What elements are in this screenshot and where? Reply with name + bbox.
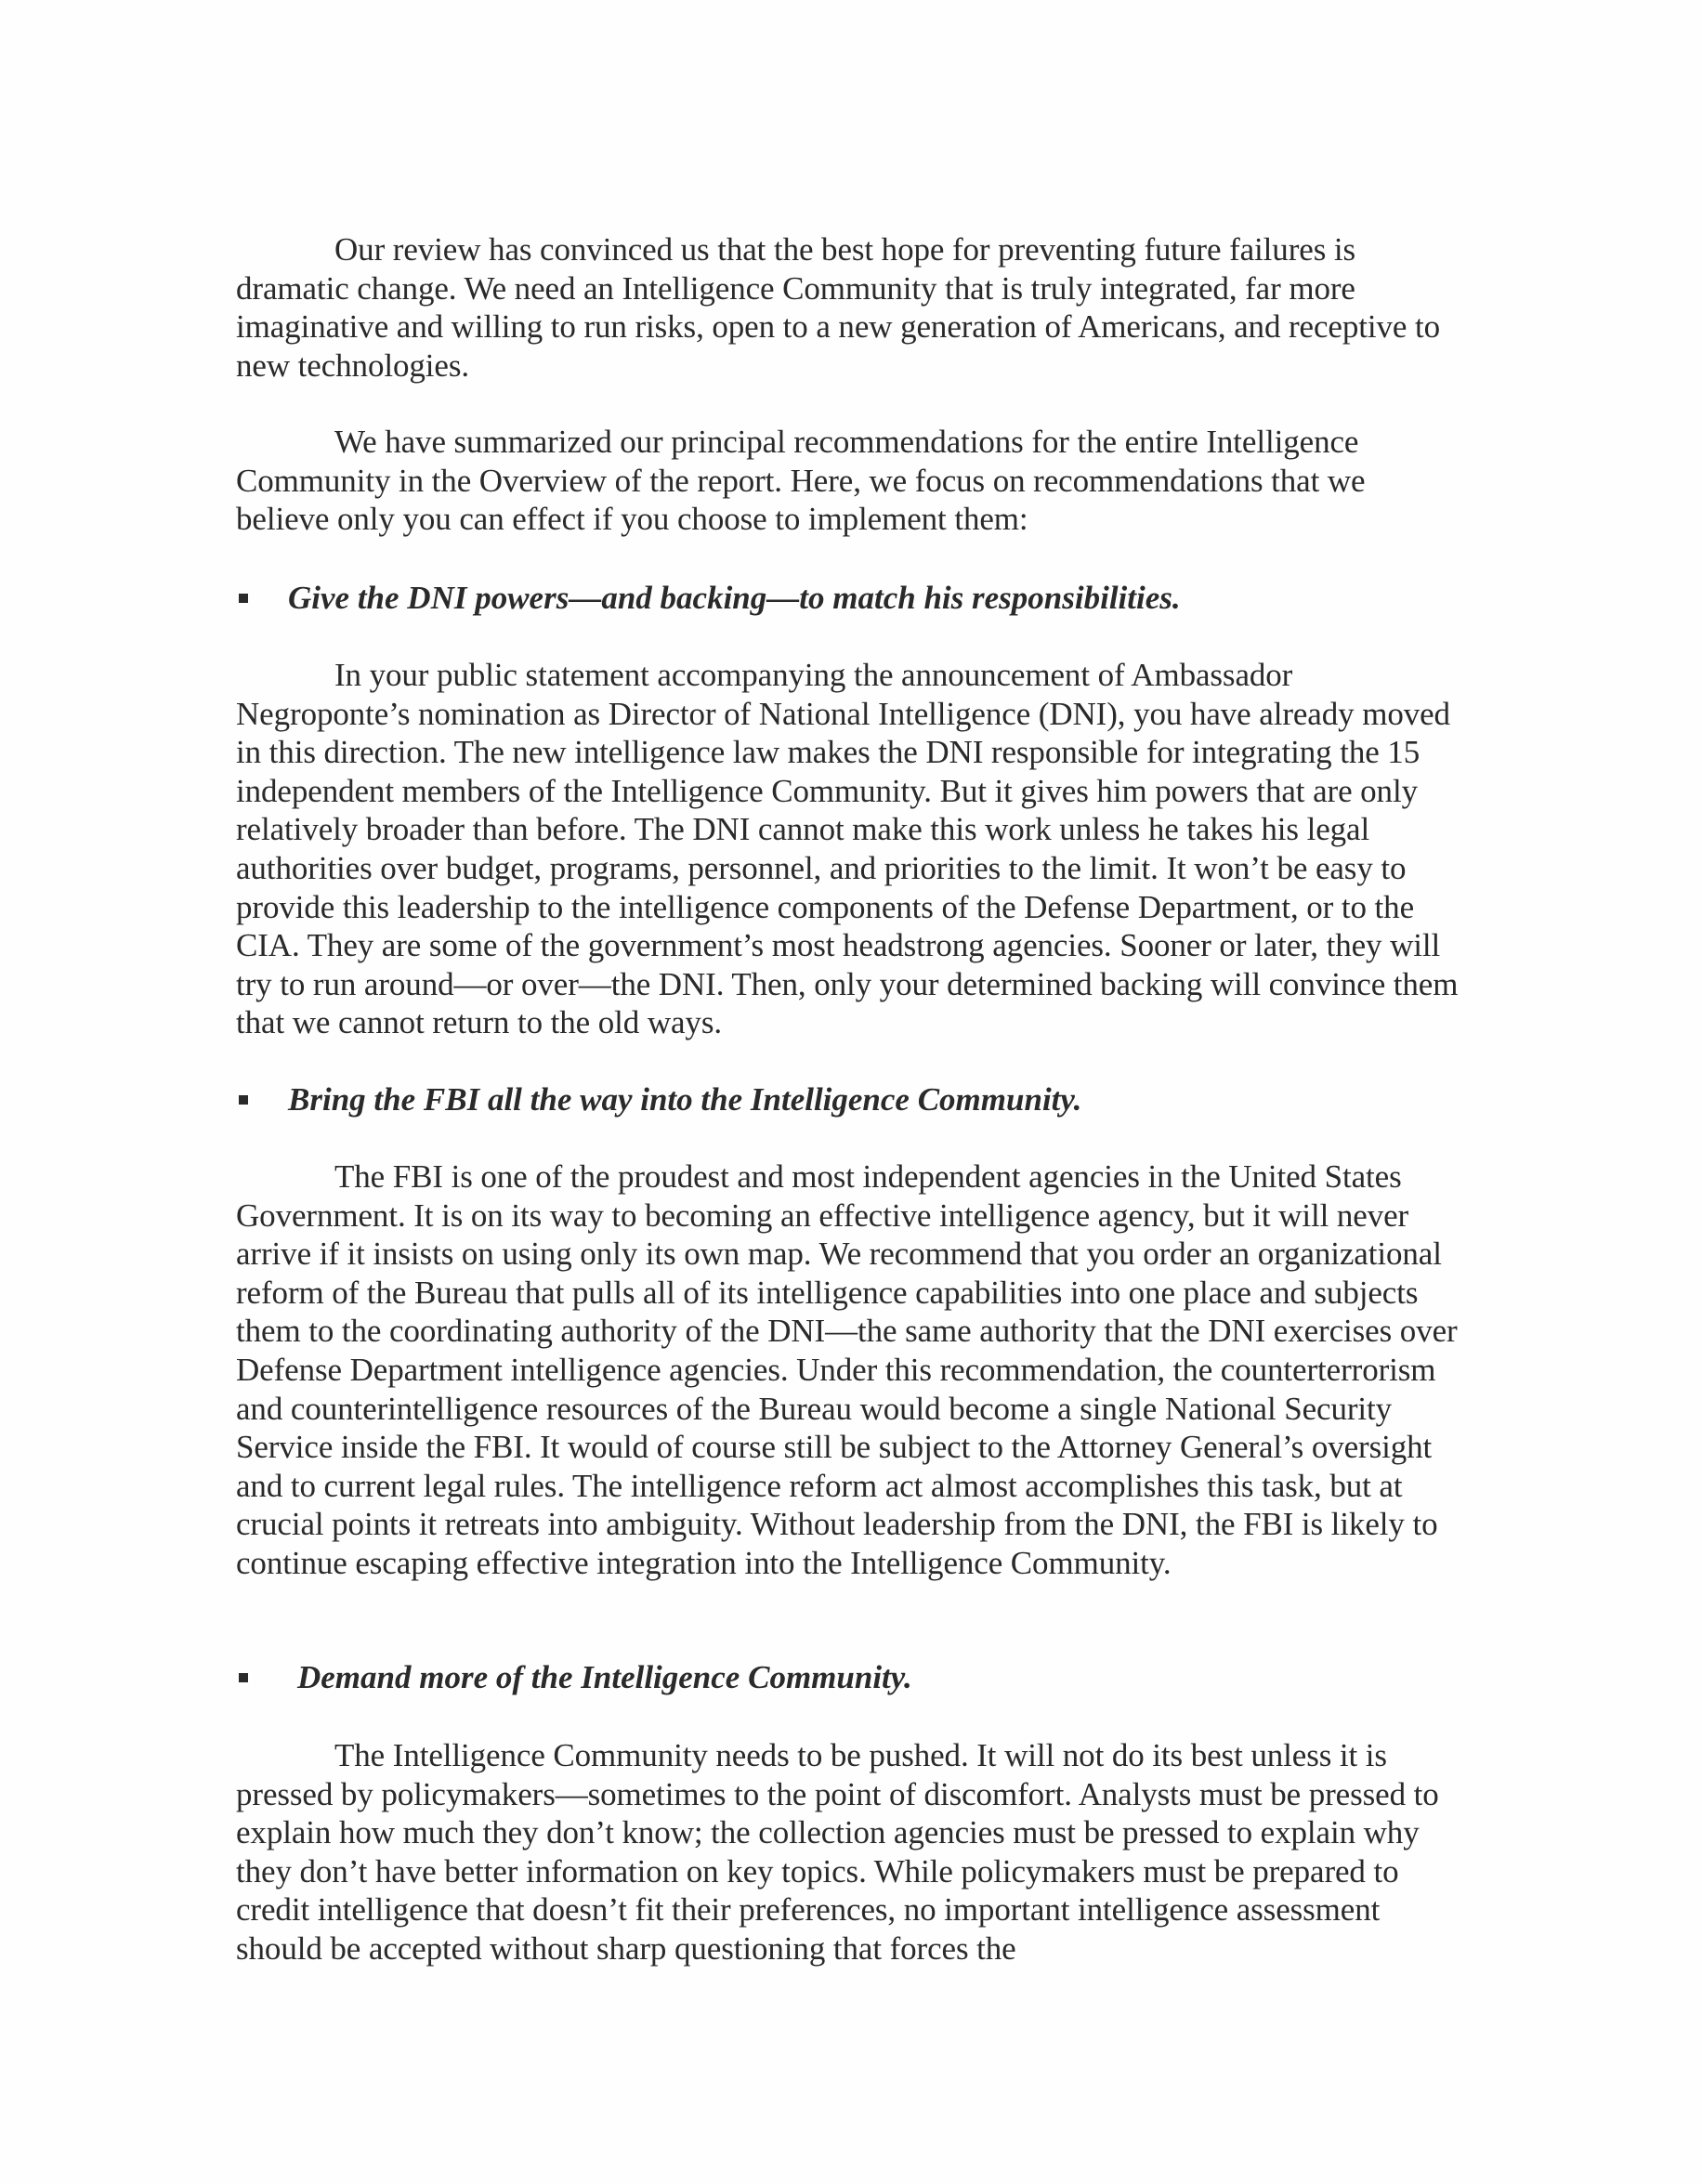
body-paragraph: In your public statement accompanying the announcement of Ambassador Negroponte’s nomination as Director of National Intelligence (DNI), you have already moved in this direction. The new intelligence law makes the DNI responsible for integrating the 15 independent members of the Intelligence Community. But it gives him powers that are only relatively broader than before. The DNI cannot make this work unless he takes his legal authorities over budget, programs, personnel, and priorities to the limit. It won’t be easy to provide this leadership to the intelligence components of the Defense Department, or to the CIA. They are some of the government’s most headstrong agencies. Sooner or later, they will try to run around—or over—the DNI. Then, only your determined backing will convince them that we cannot return to the old ways. (236, 657, 1459, 1041)
bullet-heading (236, 1658, 1462, 1699)
square-bullet-icon (239, 1095, 248, 1105)
body-paragraph: Our review has convinced us that the best hope for preventing future failures is dramatic change. We need an Intelligence Community that is truly integrated, far more imaginative and willing to run risks, open to a new generation of Americans, and receptive to new technologies. (236, 231, 1441, 384)
bullet-heading (236, 579, 1462, 620)
square-bullet-icon (239, 1673, 248, 1682)
bullet-heading-text: Demand more of the Intelligence Community. (297, 1659, 912, 1695)
body-paragraph: The FBI is one of the proudest and most independent agencies in the United States Government. It is on its way to becoming an effective intelligence agency, but it will never arrive if it insists on using only its own map. We recommend that you order an organizational reform of the Bureau that pulls all of its intelligence capabilities into one place and subjects them to the coordinating authority of the DNI—the same authority that the DNI exercises over Defense Department intelligence agencies. Under this recommendation, the counterterrorism and counterintelligence resources of the Bureau would become a single National Security Service inside the FBI. It would of course still be subject to the Attorney General’s oversight and to current legal rules. The intelligence reform act almost accomplishes this task, but at crucial points it retreats into ambiguity. Without leadership from the DNI, the FBI is likely to continue escaping effective integration into the Intelligence Community. (236, 1158, 1458, 1581)
bullet-heading (236, 1080, 1462, 1121)
bullet-heading-text: Bring the FBI all the way into the Intelligence Community. (288, 1081, 1082, 1118)
square-bullet-icon (239, 594, 248, 603)
body-paragraph: The Intelligence Community needs to be pushed. It will not do its best unless it is pressed by policymakers—sometimes to the point of discomfort. Analysts must be pressed to explain how much they don’t know; the collection agencies must be pressed to explain why they don’t have better information on key topics. While policymakers must be prepared to credit intelligence that doesn’t fit their preferences, no important intelligence assessment should be accepted without sharp questioning that forces the (236, 1737, 1439, 1967)
bullet-heading-text: Give the DNI powers—and backing—to match his responsibilities. (288, 580, 1181, 616)
body-paragraph: We have summarized our principal recommendations for the entire Intelligence Community in the Overview of the report. Here, we focus on recommendations that we believe only you can effect if you choose to implement them: (236, 424, 1366, 538)
